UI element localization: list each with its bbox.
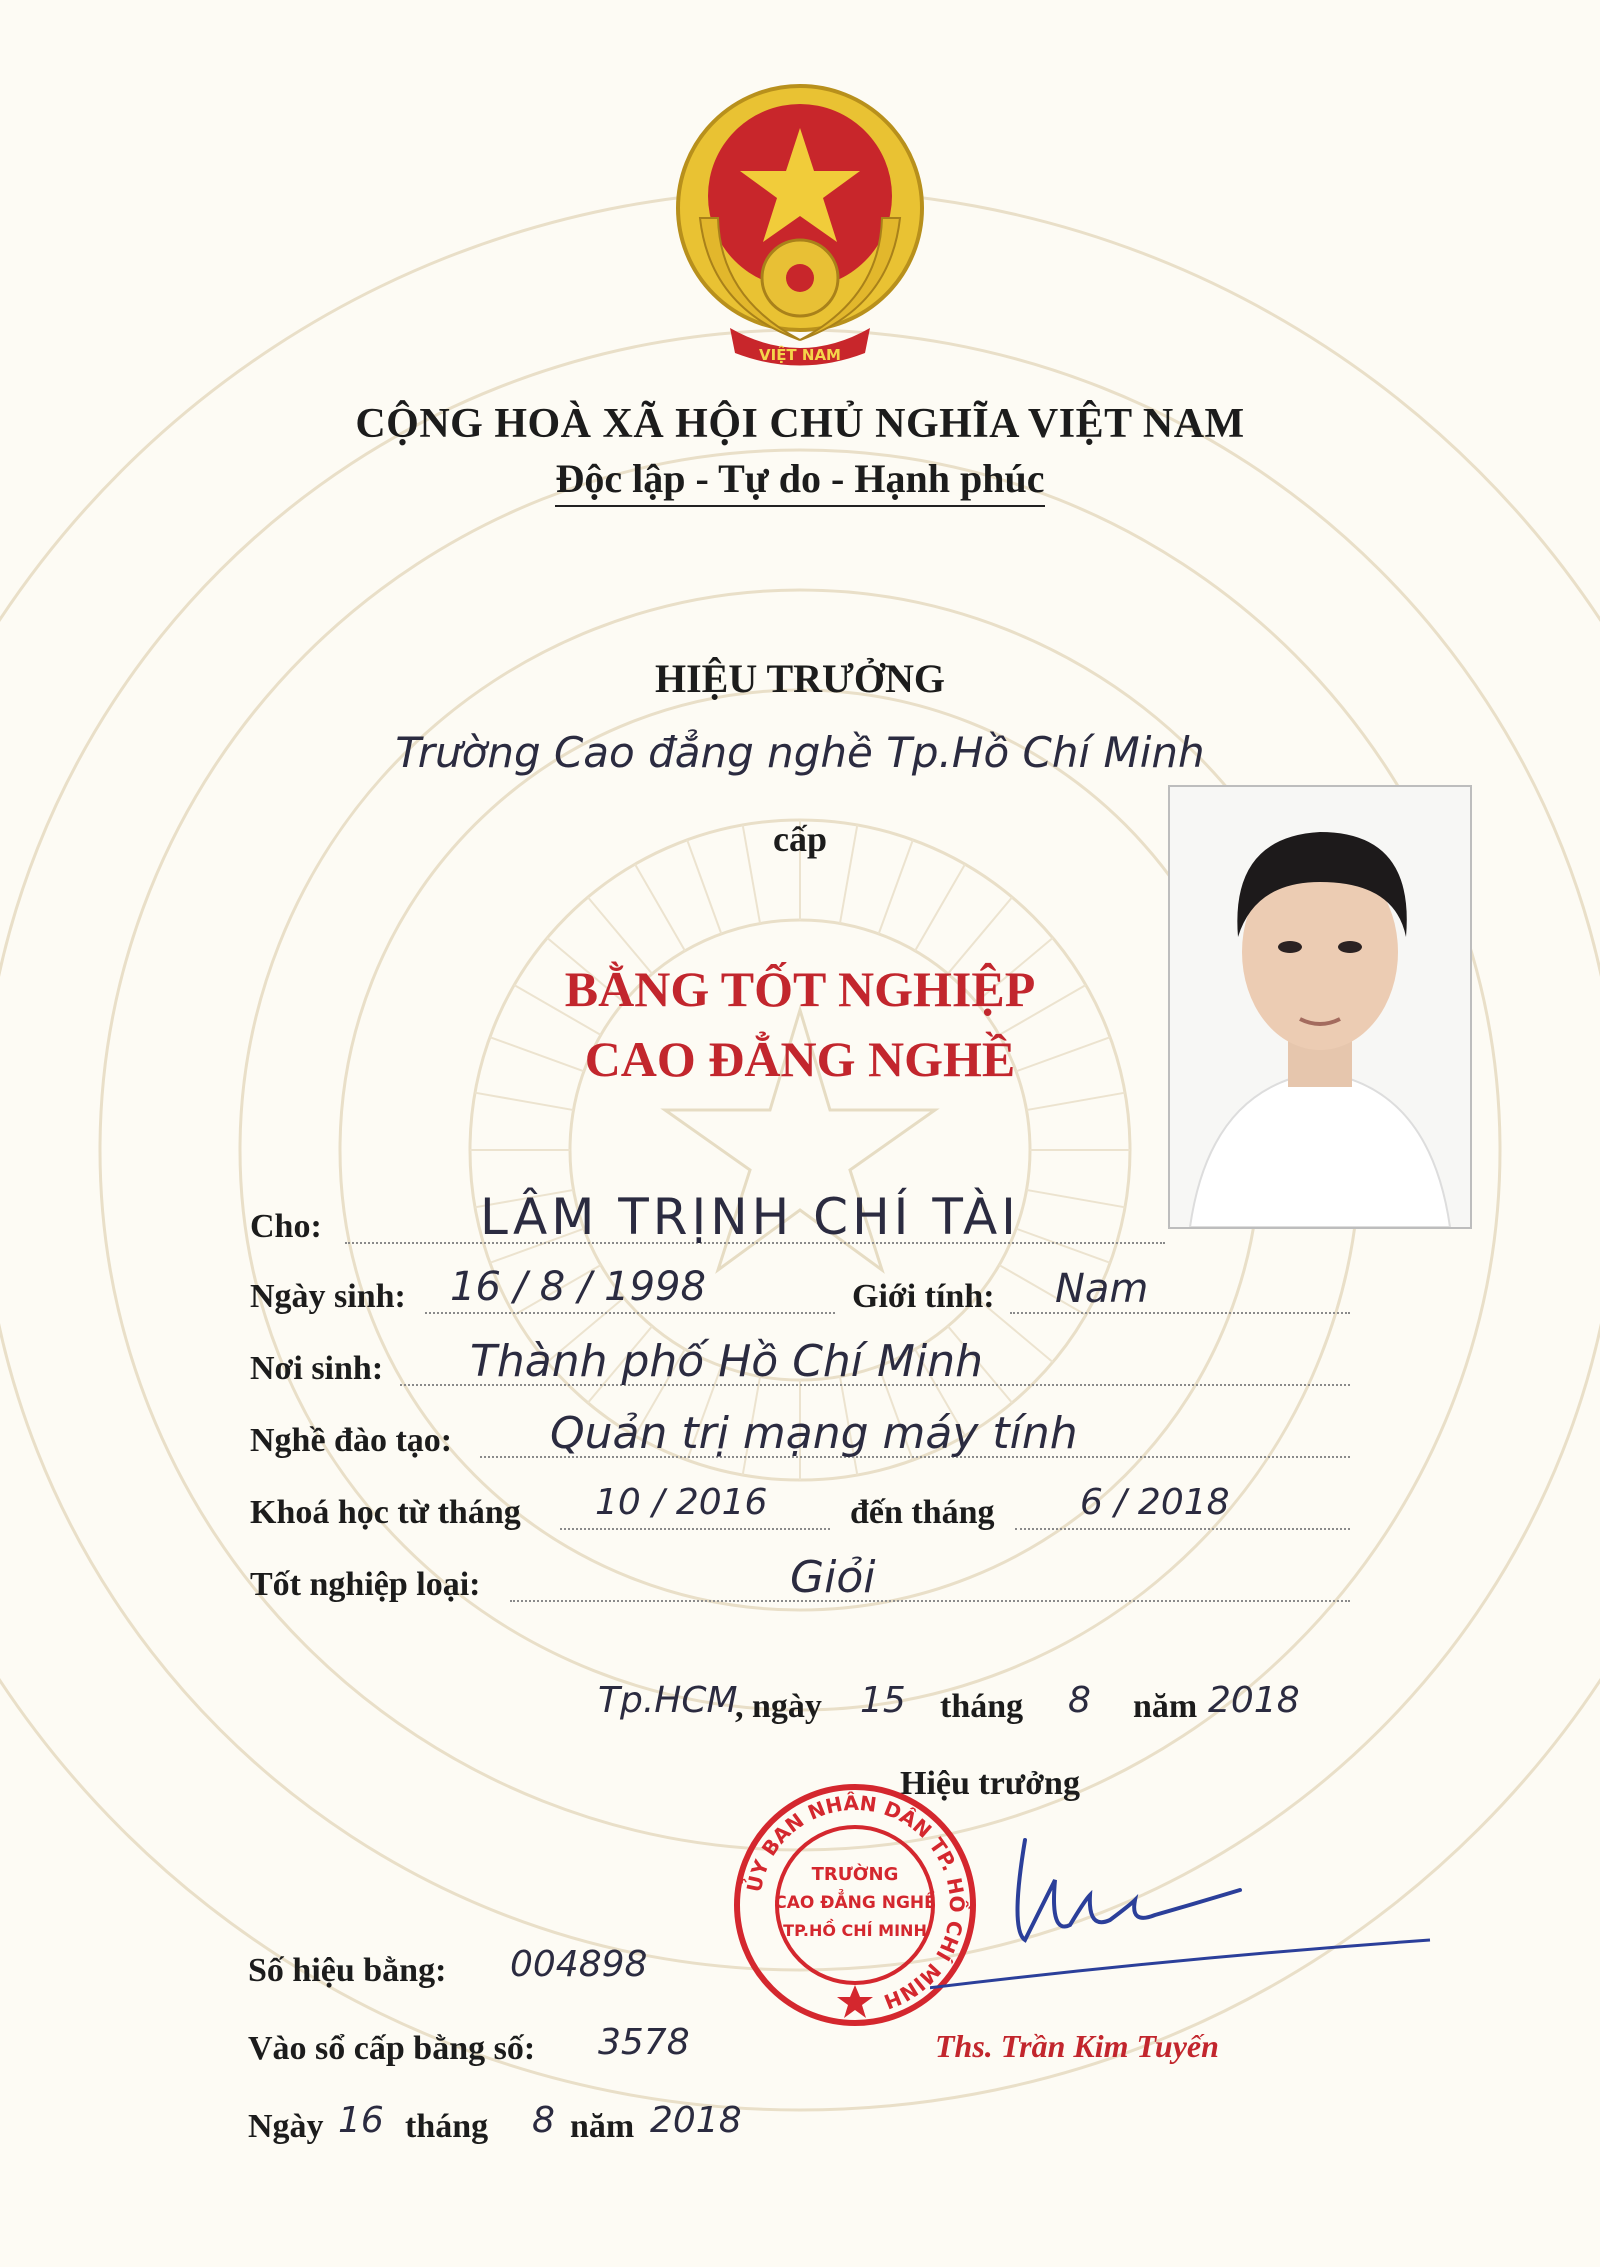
person-portrait-icon [1170,787,1470,1227]
gender-line [1010,1312,1350,1314]
rank-line [510,1600,1350,1602]
course-from-label: Khoá học từ tháng [250,1494,521,1531]
portrait-photo [1168,785,1472,1229]
rank-value: Giỏi [790,1552,876,1603]
dob-label: Ngày sinh: [250,1278,406,1315]
diploma-title-1: BẰNG TỐT NGHIỆP [564,961,1036,1017]
registry-day-label: Ngày [248,2108,324,2145]
motto-underline [555,505,1045,507]
birthplace-label: Nơi sinh: [250,1350,384,1387]
gender-value: Nam [1055,1266,1149,1312]
registry-month-label: tháng [405,2108,489,2145]
dob-value: 16 / 8 / 1998 [450,1264,706,1310]
recipient-label: Cho: [250,1208,322,1245]
seal-inner-3: TP.HỒ CHÍ MINH [783,1921,927,1940]
course-from-line [560,1528,830,1530]
course-to-label: đến tháng [850,1494,995,1531]
issue-month-label: tháng [940,1688,1024,1725]
serial-label: Số hiệu bằng: [248,1952,447,1989]
emblem-text: VIỆT NAM [759,346,841,364]
book-label: Vào sổ cấp bằng số: [248,2030,536,2067]
signature [930,1820,1450,2020]
seal-inner-2: CAO ĐẲNG NGHỀ [774,1893,936,1913]
national-emblem [660,78,940,378]
gender-label: Giới tính: [852,1278,995,1315]
book-value: 3578 [598,2022,690,2063]
course-to-line [1015,1528,1350,1530]
country-title: CỘNG HOÀ XÃ HỘI CHỦ NGHĨA VIỆT NAM [355,401,1245,447]
course-to-value: 6 / 2018 [1080,1482,1230,1523]
major-value: Quản trị mạng máy tính [550,1408,1078,1459]
dob-line [425,1312,835,1314]
registry-year: 2018 [650,2100,742,2141]
issue-year-label: năm [1133,1688,1198,1725]
motto: Độc lập - Tự do - Hạnh phúc [555,456,1045,501]
registry-year-label: năm [570,2108,635,2145]
course-from-value: 10 / 2016 [595,1482,768,1523]
recipient-name: LÂM TRỊNH CHÍ TÀI [480,1188,1020,1246]
seal-outer-text: ỦY BAN NHÂN DÂN TP. HỒ CHÍ MINH [741,1790,970,2014]
diploma-title-2: CAO ĐẲNG NGHỀ [584,1031,1016,1087]
issue-month: 8 [1068,1680,1091,1721]
birthplace-value: Thành phố Hồ Chí Minh [470,1336,983,1387]
issue-year: 2018 [1208,1680,1300,1721]
signer-title: Hiệu trưởng [900,1765,1080,1802]
issue-day-label: , ngày [735,1688,822,1725]
issuer-title: HIỆU TRƯỞNG [654,656,946,701]
signer-name: Ths. Trần Kim Tuyến [935,2028,1219,2064]
registry-month: 8 [532,2100,555,2141]
rank-label: Tốt nghiệp loại: [250,1566,481,1603]
issue-place: Tp.HCM [598,1680,738,1721]
issuer-verb: cấp [773,819,827,859]
seal-inner-1: TRƯỜNG [811,1864,899,1885]
serial-value: 004898 [510,1944,648,1985]
registry-day: 16 [338,2100,384,2141]
school-name: Trường Cao đẳng nghề Tp.Hồ Chí Minh [395,728,1205,777]
major-label: Nghề đào tạo: [250,1422,453,1459]
issue-day: 15 [860,1680,906,1721]
